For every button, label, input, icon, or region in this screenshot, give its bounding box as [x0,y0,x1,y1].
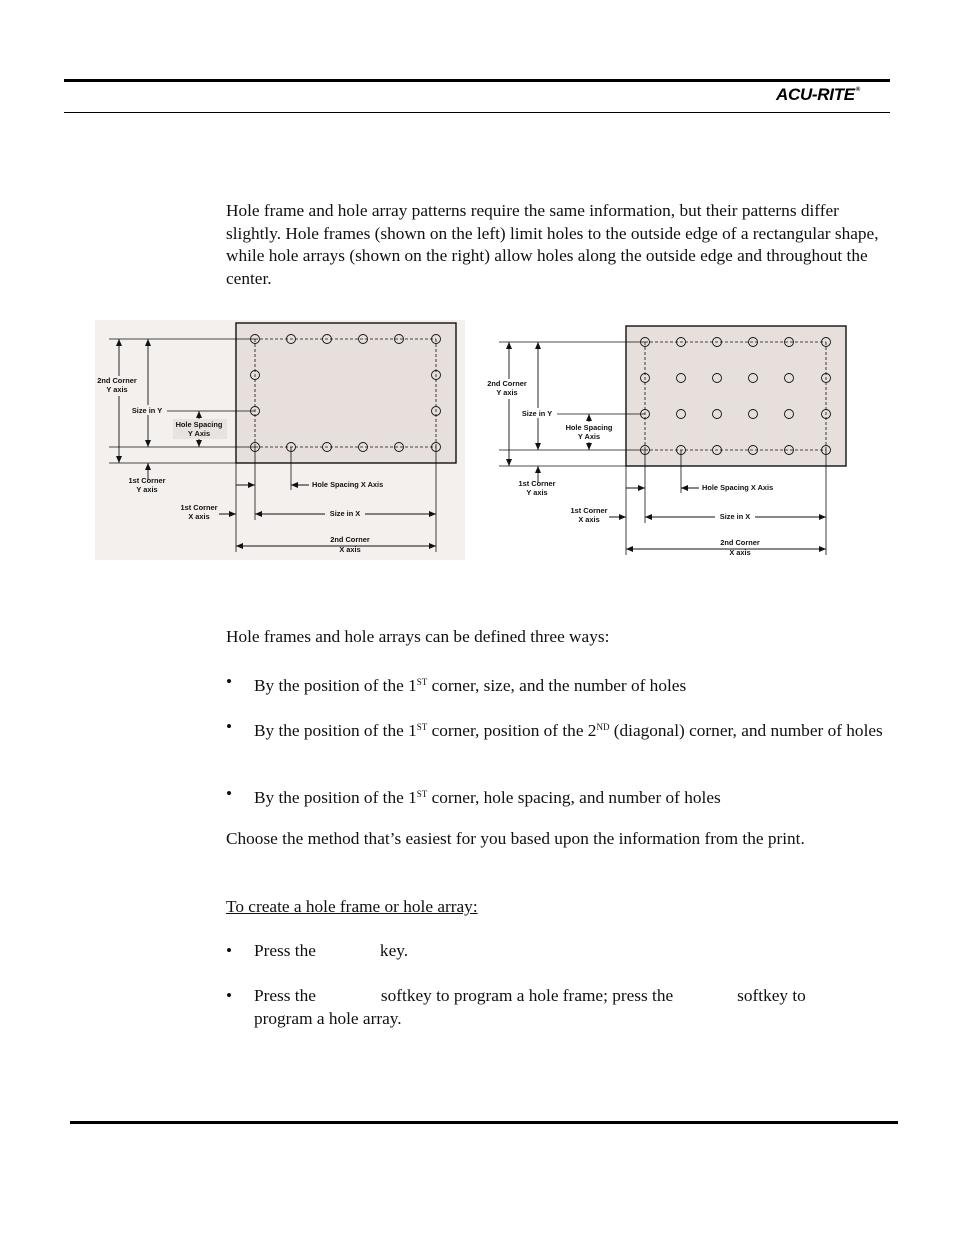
label-size-in-x: Size in X [329,509,361,518]
step-text: Press the [254,941,316,960]
step-text: Press the [254,986,316,1005]
procedure-heading-text: To create a hole frame or hole array: [226,897,478,916]
way-text: corner, position of the 2 [427,721,597,740]
label-1st-corner-x-axis: X axis [188,512,210,521]
logo-text: ACU-RITE [776,85,855,104]
label-1st-corner-y-axis: Y axis [136,485,158,494]
label-hole-spacing-y: Hole Spacing [565,423,613,432]
label-2nd-corner-x: 2nd Corner [330,535,370,544]
label-2nd-corner-y-axis: Y axis [496,388,518,397]
label-2nd-corner-y: 2nd Corner [97,376,137,385]
plate [236,323,456,463]
label-size-in-y: Size in Y [131,406,163,415]
label-1st-corner-y-axis: Y axis [526,488,548,497]
way-item-2 [226,716,890,743]
step-item-1 [226,940,890,963]
bullet: • [226,672,233,691]
label-2nd-corner-x-axis: X axis [339,545,361,554]
header-rule-top [64,79,890,82]
way-text: By the position of the 1 [254,676,417,695]
step-item-2 [226,985,890,1030]
bullet: • [226,784,233,803]
acu-rite-logo [776,85,860,105]
superscript: ST [416,677,428,687]
bullet: • [226,986,233,1005]
label-1st-corner-x: 1st Corner [180,503,218,512]
superscript: ST [416,722,428,732]
choose-paragraph: Choose the method that’s easiest for you based upon the information from the print. [226,829,805,848]
step-text: program a hole array. [254,1008,402,1028]
way-item-1 [226,671,890,698]
hole-frame-diagram [95,320,465,560]
label-2nd-corner-x-axis: X axis [729,548,751,557]
footer-rule [70,1121,898,1124]
label-2nd-corner-x: 2nd Corner [720,538,760,547]
label-hole-spacing-y-axis: Y Axis [187,429,211,438]
step-text: softkey to [737,986,806,1005]
hole-array-diagram [485,323,855,563]
label-2nd-corner-y: 2nd Corner [487,379,527,388]
label-1st-corner-y: 1st Corner [128,476,166,485]
label-hole-spacing-x: Hole Spacing X Axis [702,483,774,492]
plate [626,326,846,466]
header-rule-bottom [64,112,890,113]
label-size-in-x: Size in X [719,512,751,521]
intro-paragraph: Hole frame and hole array patterns require the same information, but their patterns differ slightly. Hole frames (shown on the left) limit holes to the outside edge of a rectangular shape, while hole arrays (shown on the right) allow holes along the outside edge and throughout the center. [226,201,879,288]
way-text: By the position of the 1 [254,788,417,807]
label-hole-spacing-y-axis: Y Axis [577,432,601,441]
bullet: • [226,717,233,736]
label-1st-corner-y: 1st Corner [518,479,556,488]
step-text: key. [379,941,409,960]
label-size-in-y: Size in Y [521,409,553,418]
label-1st-corner-x-axis: X axis [578,515,600,524]
way-text: (diagonal) corner, and number of holes [609,721,883,740]
superscript: ND [596,722,610,732]
superscript: ST [416,789,428,799]
way-text: corner, size, and the number of holes [427,676,687,695]
label-2nd-corner-y-axis: Y axis [106,385,128,394]
step-text: softkey to program a hole frame; press the [380,986,674,1005]
label-hole-spacing-y: Hole Spacing [175,420,223,429]
bullet: • [226,941,233,960]
procedure-heading [226,896,890,919]
way-item-3 [226,783,890,810]
ways-intro: Hole frames and hole arrays can be defined three ways: [226,627,610,646]
label-hole-spacing-x: Hole Spacing X Axis [312,480,384,489]
registered-mark: ® [855,87,860,93]
way-text: By the position of the 1 [254,721,417,740]
way-text: corner, hole spacing, and number of holes [427,788,721,807]
label-1st-corner-x: 1st Corner [570,506,608,515]
